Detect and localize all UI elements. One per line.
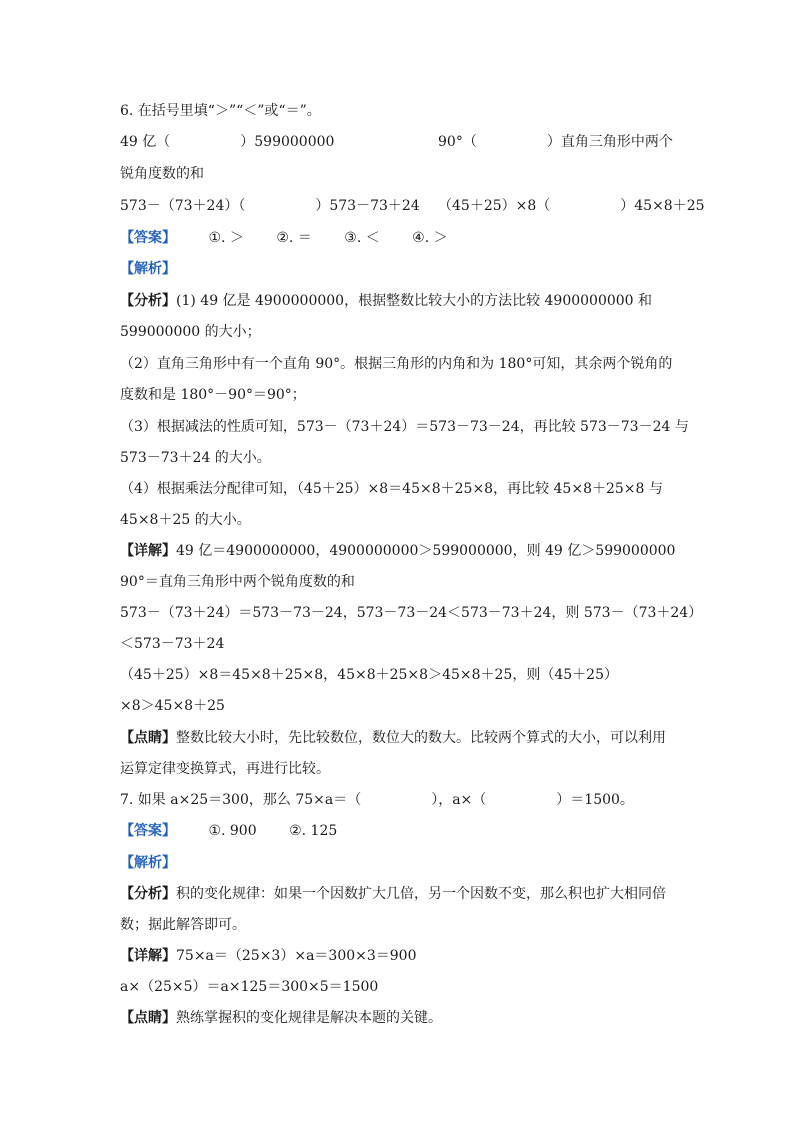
xiangjie-text: 49 亿＝4900000000，4900000000＞599000000，则 49 亿＞599000000 [176,543,676,559]
fenxi-line-5: （3）根据减法的性质可知，573－（73＋24）＝573－73－24，再比较 573－73－24 与 [120,419,689,435]
answer-tag: 【答案】 [120,230,176,246]
q7-fenxi-line-2: 数；据此解答即可。 [120,917,246,933]
xiangjie-line-3: 573－（73＋24）＝573－73－24，573－73－24＜573－73＋24，则 573－（73＋24） [120,605,703,621]
q6-answer-line [120,228,448,248]
q6-row3-left: 573－（73＋24）（ ）573－73＋24 [120,198,420,214]
q6-row1-left: 49 亿（ ）599000000 [120,134,335,150]
fenxi-line-8: 45×8＋25 的大小。 [120,512,251,528]
answer-1: ①. 900 [208,823,257,839]
q7-fenxi-line-1 [120,884,666,904]
xiangjie-line-5: （45＋25）×8＝45×8＋25×8，45×8＋25×8＞45×8＋25，则（45＋25） [120,667,618,683]
q7-xiangjie-line-2: a×（25×5）＝a×125＝300×5＝1500 [120,979,379,995]
fenxi-line-1 [120,291,652,311]
q6-row1-right: 90°（ ）直角三角形中两个 [438,134,673,150]
xiangjie-line-2: 90°＝直角三角形中两个锐角度数的和 [120,574,355,590]
answer-tag: 【答案】 [120,823,176,839]
q7-stem: 7. 如果 a×25＝300，那么 75×a＝（ ），a×（ ）＝1500。 [120,792,634,808]
xiangjie-line-1 [120,541,675,561]
fenxi-line-4: 度数和是 180°－90°＝90°； [120,387,306,403]
xiangjie-text: 75×a＝（25×3）×a＝300×3＝900 [176,948,417,964]
fenxi-line-6: 573－73＋24 的大小。 [120,450,271,466]
xiangjie-label: 【详解】 [120,948,176,964]
xiangjie-line-4: ＜573－73＋24 [120,636,225,652]
dianjing-line-1 [120,728,666,748]
fenxi-line-7: （4）根据乘法分配律可知，（45＋25）×8＝45×8＋25×8，再比较 45×8＋25×8 与 [120,481,663,497]
answer-1: ①. ＞ [208,230,244,246]
q7-xiangjie-line-1 [120,946,417,966]
fenxi-text: 积的变化规律：如果一个因数扩大几倍，另一个因数不变，那么积也扩大相同倍 [176,886,666,902]
fenxi-line-3: （2）直角三角形中有一个直角 90°。根据三角形的内角和为 180°可知，其余两个锐角的 [120,356,673,372]
fenxi-label: 【分析】 [120,886,176,902]
dianjing-text: 整数比较大小时，先比较数位，数位大的数大。比较两个算式的大小，可以利用 [176,730,666,746]
q6-row2: 锐角度数的和 [120,166,204,182]
q6-stem: 6. 在括号里填“＞”“＜”或“＝”。 [120,103,321,119]
answer-2: ②. ＝ [276,230,312,246]
dianjing-text: 熟练掌握积的变化规律是解决本题的关键。 [176,1010,442,1026]
answer-2: ②. 125 [289,823,338,839]
dianjing-label: 【点睛】 [120,730,176,746]
fenxi-label: 【分析】 [120,293,176,309]
dianjing-label: 【点睛】 [120,1010,176,1026]
answer-3: ③. ＜ [344,230,380,246]
xiangjie-label: 【详解】 [120,543,176,559]
xiangjie-line-6: ×8＞45×8＋25 [120,698,225,714]
dianjing-line-2: 运算定律变换算式，再进行比较。 [120,761,330,777]
q7-answer-line [120,821,337,841]
analysis-tag: 【解析】 [120,855,176,871]
fenxi-line-2: 599000000 的大小； [120,324,261,340]
answer-4: ④. ＞ [412,230,448,246]
fenxi-text: (1) 49 亿是 4900000000，根据整数比较大小的方法比较 4900000000 和 [176,293,653,309]
q6-row3-right: （45＋25）×8（ ）45×8＋25 [438,198,705,214]
q7-dianjing-line [120,1008,442,1028]
analysis-tag: 【解析】 [120,261,176,277]
